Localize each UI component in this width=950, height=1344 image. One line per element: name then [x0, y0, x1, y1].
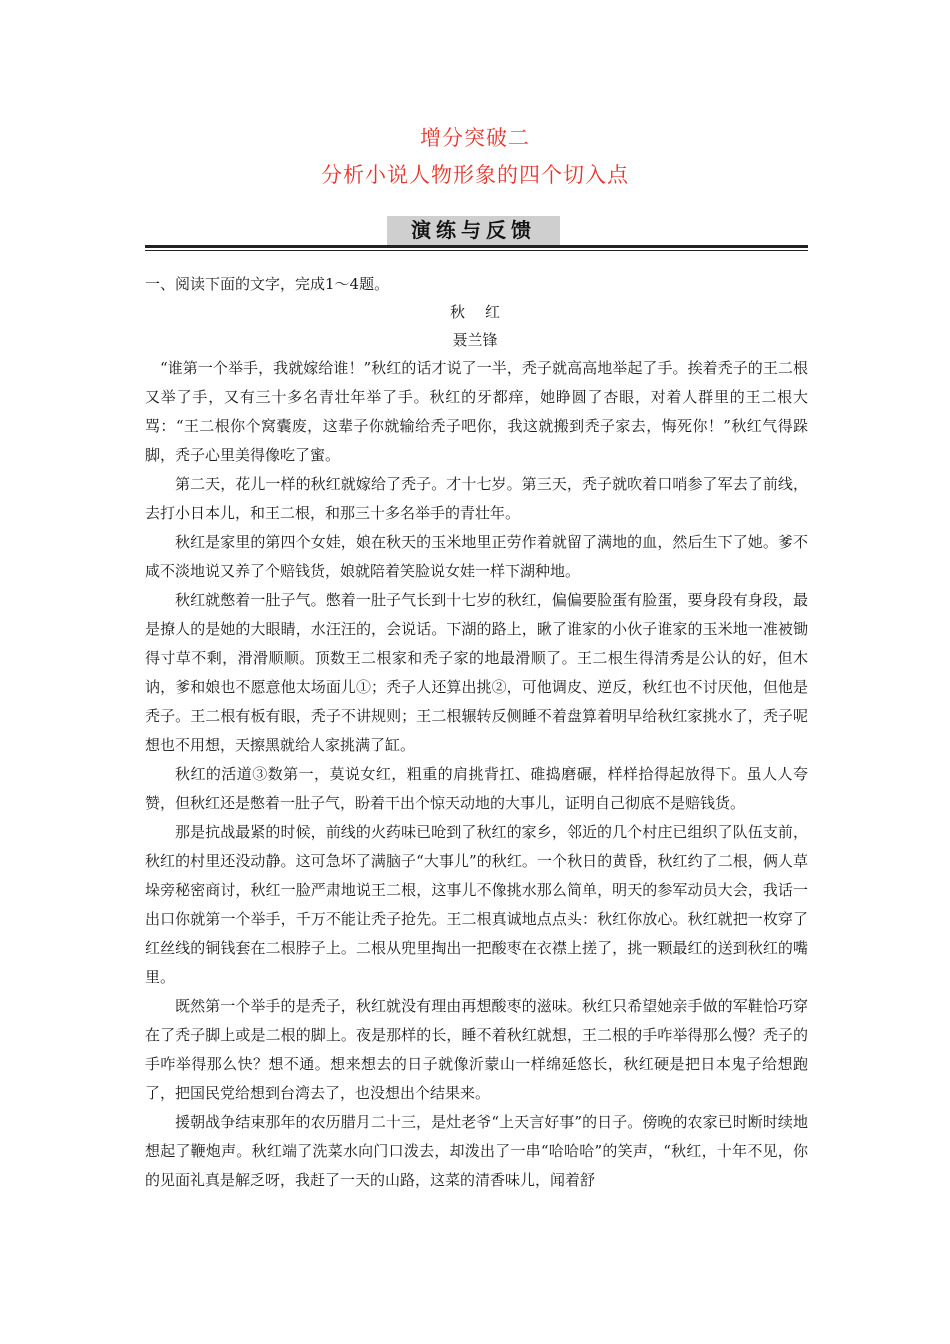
- paragraph: “谁第一个举手，我就嫁给谁！”秋红的话才说了一半，秃子就高高地举起了手。挨着秃子的王二根又举了手，又有三十多名青壮年举了手。秋红的牙都痒，她睁圆了杏眼，对着人群里的王二根大骂：“王二根你个窝囊废，这辈子你就输给秃子吧你，我这就搬到秃子家去，悔死你！”秋红气得跺脚，秃子心里美得像吃了蜜。: [145, 359, 808, 464]
- paragraph: 秋红就憋着一肚子气。憋着一肚子气长到十七岁的秋红，偏偏要脸蛋有脸蛋，要身段有身段，最是撩人的是她的大眼睛，水汪汪的，会说话。下湖的路上，瞅了谁家的小伙子谁家的玉米地一准被锄得寸草不剩，滑滑顺顺。顶数王二根家和秃子家的地最滑顺了。王二根生得清秀是公认的好，但木讷，爹和娘也不愿意他太场面儿①；秃子人还算出挑②，可他调皮、逆反，秋红也不讨厌他，但他是秃子。王二根有板有眼，秃子不讲规则；王二根辗转反侧睡不着盘算着明早给秋红家挑水了，秃子呢想也不用想，天擦黑就给人家挑满了缸。: [145, 591, 808, 754]
- banner-label: 演练与反馈: [411, 218, 536, 242]
- story-title: 秋红: [449, 303, 520, 321]
- paragraph: 既然第一个举手的是秃子，秋红就没有理由再想酸枣的滋味。秋红只希望她亲手做的军鞋恰巧穿在了秃子脚上或是二根的脚上。夜是那样的长，睡不着秋红就想，王二根的手咋举得那么慢？秃子的手咋举得那么快？想不通。想来想去的日子就像沂蒙山一样绵延悠长，秋红硬是把日本鬼子给想跑了，把国民党给想到台湾去了，也没想出个结果来。: [145, 997, 808, 1102]
- story-author: 聂兰锋: [452, 331, 498, 349]
- story-body: [145, 354, 808, 1195]
- paragraph: 援朝战争结束那年的农历腊月二十三，是灶老爷“上天言好事”的日子。傍晚的农家已时断时续地想起了鞭炮声。秋红端了洗菜水向门口泼去，却泼出了一串“哈哈哈”的笑声，“秋红，十年不见，你的见面礼真是解乏呀，我赶了一天的山路，这菜的清香味儿，闻着舒: [145, 1113, 808, 1189]
- banner-rule-thin: [145, 250, 808, 251]
- section-title: 增分突破二: [420, 126, 530, 150]
- paragraph: 第二天，花儿一样的秋红就嫁给了秃子。才十七岁。第三天，秃子就吹着口哨参了军去了前线，去打小日本儿，和王二根，和那三十多名举手的青壮年。: [145, 475, 808, 522]
- paragraph: 秋红的活道③数第一，莫说女红，粗重的肩挑背扛、碓捣磨碾，样样拾得起放得下。虽人人夸赞，但秋红还是憋着一肚子气，盼着干出个惊天动地的大事儿，证明自己彻底不是赔钱货。: [145, 765, 808, 812]
- paragraph: 那是抗战最紧的时候，前线的火药味已呛到了秋红的家乡，邻近的几个村庄已组织了队伍支前，秋红的村里还没动静。这可急坏了满脑子“大事儿”的秋红。一个秋日的黄昏，秋红约了二根，俩人草垛旁秘密商讨，秋红一脸严肃地说王二根，这事儿不像挑水那么简单，明天的参军动员大会，我话一出口你就第一个举手，千万不能让秃子抢先。王二根真诚地点点头：秋红你放心。秋红就把一枚穿了红丝线的铜钱套在二根脖子上。二根从兜里掏出一把酸枣在衣襟上搓了，挑一颗最红的送到秋红的嘴里。: [145, 823, 808, 986]
- paragraph: 秋红是家里的第四个女娃，娘在秋天的玉米地里正劳作着就留了满地的血，然后生下了她。爹不咸不淡地说又养了个赔钱货，娘就陪着笑脸说女娃一样下湖种地。: [145, 533, 808, 580]
- section-subtitle: 分析小说人物形象的四个切入点: [321, 163, 629, 187]
- question-intro: 一、阅读下面的文字，完成1～4题。: [145, 275, 390, 293]
- banner-rule-thick: [145, 245, 808, 248]
